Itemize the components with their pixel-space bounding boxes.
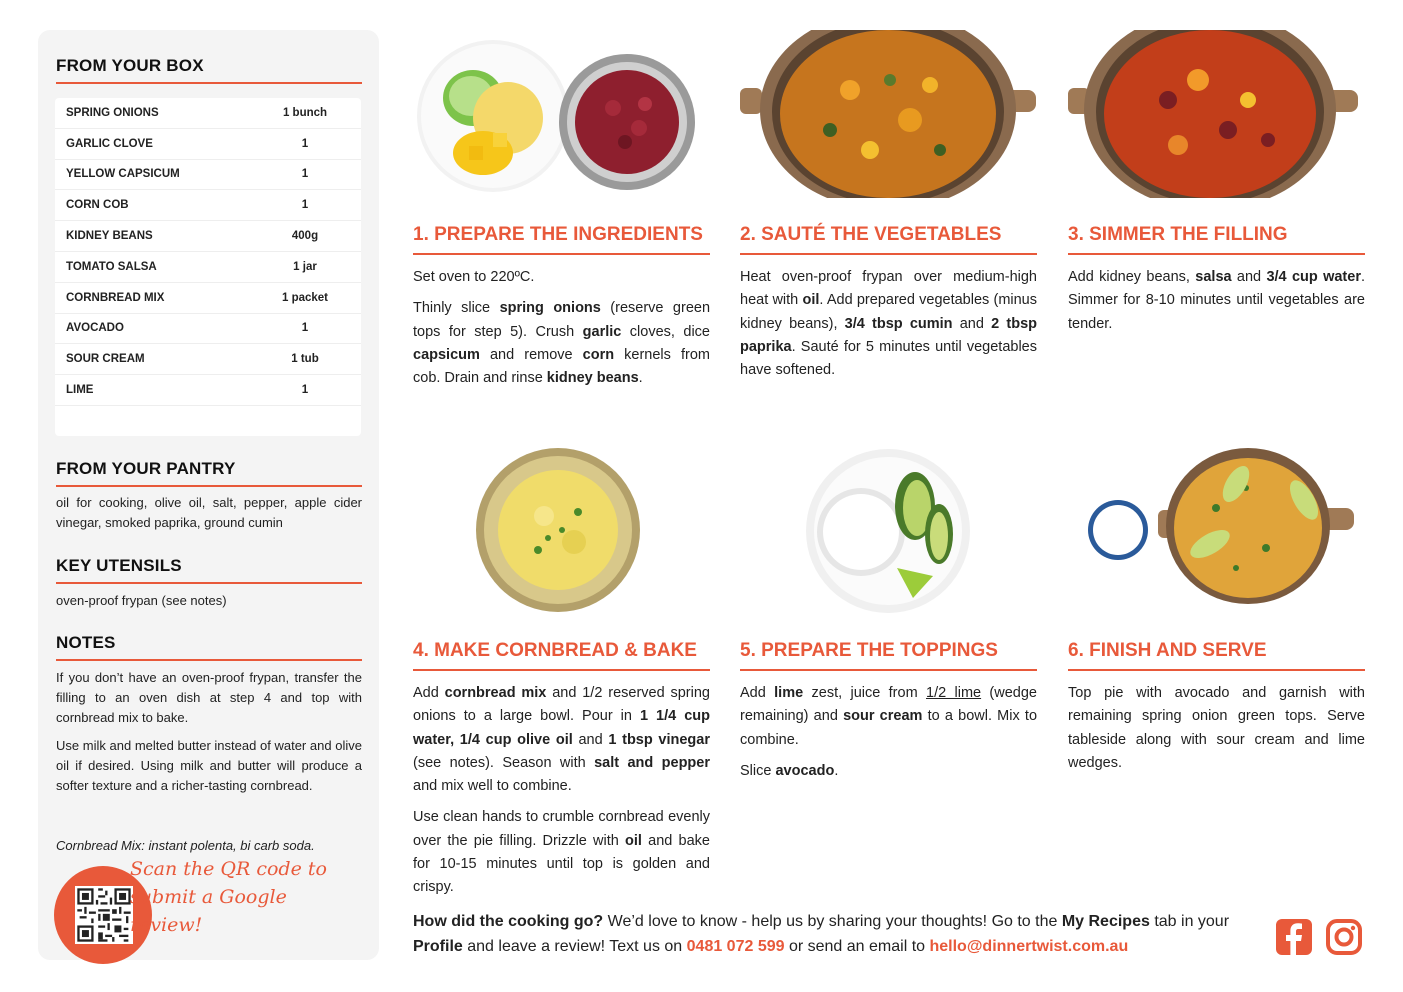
step-6-text <box>1068 682 1365 783</box>
box-item-name: CORNBREAD MIX <box>66 291 165 304</box>
utensils-text: oven-proof frypan (see notes) <box>56 593 227 608</box>
text-run: Profile <box>413 938 463 955</box>
text-run: corn <box>582 346 615 363</box>
review-footer-text <box>413 909 1263 959</box>
instagram-icon[interactable] <box>1326 919 1362 955</box>
step-paragraph <box>413 266 710 289</box>
box-item-qty: 1 packet <box>281 291 329 304</box>
title-rule <box>56 582 362 584</box>
step-rule <box>1068 253 1365 255</box>
box-item-row <box>55 221 361 252</box>
box-ingredients-table <box>55 98 361 436</box>
step-rule <box>740 253 1037 255</box>
text-run: avocado <box>775 762 835 779</box>
text-run: zest, juice from <box>803 685 926 701</box>
notes-title: NOTES <box>56 633 116 652</box>
box-item-name: TOMATO SALSA <box>66 260 157 273</box>
text-run: and remove <box>479 346 583 363</box>
box-item-qty: 1 <box>301 322 309 335</box>
box-item-name: KIDNEY BEANS <box>66 230 153 243</box>
box-item-row <box>55 314 361 345</box>
text-run: Set oven to 220ºC. <box>413 269 535 285</box>
title-rule <box>56 659 362 661</box>
cornbread-mix-note: Cornbread Mix: instant polenta, bi carb soda. <box>56 838 315 853</box>
text-run: salt and pepper <box>594 754 710 771</box>
box-item-qty: 1 <box>301 137 309 150</box>
text-run: 2 tbsp paprika <box>740 315 1037 355</box>
box-item-name: CORN COB <box>66 199 129 212</box>
text-run: . <box>638 370 643 387</box>
text-run: Use clean hands to crumble cornbread evenly over the pie filling. Drizzle with <box>413 809 710 849</box>
step-paragraph <box>1068 266 1365 336</box>
qr-text-line-2: submit a Google review! <box>130 886 287 936</box>
finished-pie-photo <box>1086 448 1358 614</box>
text-run: oil <box>802 292 820 309</box>
text-run[interactable]: hello@dinnertwist.com.au <box>929 938 1129 955</box>
text-run: My Recipes <box>1061 913 1150 930</box>
step-2-text <box>740 266 1037 390</box>
text-run: . Simmer for 8-10 minutes until vegetables are tender. <box>1068 269 1366 332</box>
text-run: 1 tbsp vinegar <box>608 731 710 748</box>
text-run: and mix well to combine. <box>413 778 572 795</box>
text-run: garlic <box>582 323 622 340</box>
text-run: and 1/2 reserved spring onions to a large bowl. Pour in <box>413 685 710 725</box>
text-run: kidney beans <box>546 370 639 387</box>
box-item-qty: 1 bunch <box>282 106 328 119</box>
key-utensils-title: KEY UTENSILS <box>56 556 182 575</box>
box-item-row <box>55 344 361 375</box>
step-2-title: 2. SAUTÉ THE VEGETABLES <box>740 224 1002 245</box>
step-1-text <box>413 266 710 398</box>
text-run: and leave a review! Text us on <box>462 938 687 955</box>
step-paragraph <box>413 297 710 390</box>
step-rule <box>1068 669 1365 671</box>
text-run: 3/4 cup water <box>1266 269 1361 285</box>
ingredients-photo <box>413 38 703 198</box>
from-your-box-title: FROM YOUR BOX <box>56 56 204 75</box>
box-item-name: SOUR CREAM <box>66 353 145 366</box>
text-run: . <box>834 762 839 779</box>
step-rule <box>413 253 710 255</box>
step-paragraph <box>413 682 710 798</box>
text-run: tab in your <box>1149 913 1230 930</box>
text-run: sour cream <box>843 708 923 725</box>
box-item-qty: 1 <box>301 199 309 212</box>
qr-text-line-1: Scan the QR code to <box>130 858 327 880</box>
text-run: to a bowl. Mix to combine. <box>740 708 1038 748</box>
pantry-text: oil for cooking, olive oil, salt, pepper, apple cider vinegar, smoked paprika, ground cumin <box>56 495 362 530</box>
text-run: salsa <box>1195 269 1232 285</box>
text-run: and bake for 10-15 minutes until top is golden and crispy. <box>413 832 710 896</box>
qr-code-icon[interactable] <box>75 886 133 944</box>
text-run: 1/2 lime <box>926 685 982 701</box>
text-run: (reserve green tops for step 5). Crush <box>413 300 711 340</box>
box-item-qty: 400g <box>291 230 319 243</box>
step-5-title: 5. PREPARE THE TOPPINGS <box>740 640 998 661</box>
text-run: and <box>1231 269 1267 285</box>
text-run: Add kidney beans, <box>1068 269 1196 285</box>
from-your-pantry-title: FROM YOUR PANTRY <box>56 459 236 478</box>
text-run: . Add prepared vegetables (minus kidney beans), <box>740 292 1037 332</box>
text-run: Thinly slice <box>413 300 500 317</box>
box-item-row <box>55 160 361 191</box>
step-6-title: 6. FINISH AND SERVE <box>1068 640 1267 661</box>
text-run: cloves, dice <box>621 323 710 340</box>
text-run: spring onions <box>499 300 601 317</box>
box-item-row <box>55 129 361 160</box>
box-item-name: GARLIC CLOVE <box>66 137 153 150</box>
text-run: . Sauté for 5 minutes until vegetables have softened. <box>740 338 1037 379</box>
box-item-row <box>55 283 361 314</box>
box-item-row <box>55 252 361 283</box>
toppings-photo <box>805 448 971 614</box>
text-run: cornbread mix <box>444 685 547 701</box>
text-run: Heat oven-proof frypan over medium-high heat with <box>740 269 1037 309</box>
text-run: kernels from cob. Drain and rinse <box>413 346 710 387</box>
text-run: Add <box>740 685 775 701</box>
text-run: and <box>572 731 609 748</box>
box-item-qty: 1 <box>301 168 309 181</box>
step-5-text <box>740 682 1037 791</box>
text-run: We’d love to know - help us by sharing your thoughts! Go to the <box>603 913 1062 930</box>
sidebar-panel <box>38 30 379 960</box>
text-run: 1 1/4 cup water, 1/4 cup olive oil <box>413 708 711 748</box>
text-run: (wedge remaining) and <box>740 685 1037 725</box>
text-run: capsicum <box>413 346 480 363</box>
text-run: or send an email to <box>784 938 930 955</box>
facebook-icon[interactable] <box>1276 919 1312 955</box>
step-paragraph <box>740 760 1037 783</box>
step-paragraph <box>740 682 1037 752</box>
text-run: 3/4 tbsp cumin <box>844 315 953 332</box>
text-run: lime <box>774 685 804 701</box>
simmer-photo <box>1068 30 1368 198</box>
step-4-title: 4. MAKE CORNBREAD & BAKE <box>413 640 697 661</box>
box-item-qty: 1 <box>301 384 309 397</box>
step-paragraph <box>413 806 710 899</box>
box-item-row <box>55 190 361 221</box>
step-3-title: 3. SIMMER THE FILLING <box>1068 224 1288 245</box>
text-run: Slice <box>740 762 776 779</box>
box-item-name: AVOCADO <box>66 322 124 335</box>
box-item-row <box>55 98 361 129</box>
box-item-qty: 1 tub <box>291 353 319 366</box>
box-item-qty: 1 jar <box>293 260 317 273</box>
step-rule <box>740 669 1037 671</box>
title-rule <box>56 82 362 84</box>
step-rule <box>413 669 710 671</box>
text-run: Top pie with avocado and garnish with remaining spring onion green tops. Serve tableside along with sour cream and lime wedges. <box>1068 685 1365 771</box>
box-item-name: YELLOW CAPSICUM <box>66 168 180 181</box>
step-paragraph <box>740 266 1037 382</box>
step-3-text <box>1068 266 1365 344</box>
box-item-name: LIME <box>66 384 94 397</box>
text-run: and <box>952 315 992 332</box>
text-run: oil <box>625 832 642 849</box>
step-1-title: 1. PREPARE THE INGREDIENTS <box>413 224 703 245</box>
text-run: Add <box>413 685 445 701</box>
saute-photo <box>740 30 1040 198</box>
text-run: How did the cooking go? <box>413 913 604 930</box>
text-run[interactable]: 0481 072 599 <box>686 938 785 955</box>
text-run: (see notes). Season with <box>413 754 595 771</box>
note-1: If you don’t have an oven-proof frypan, transfer the filling to an oven dish at step 4 and top with cornbread mix to bake. <box>56 670 362 725</box>
box-item-row <box>55 375 361 406</box>
box-item-name: SPRING ONIONS <box>66 106 159 119</box>
title-rule <box>56 485 362 487</box>
step-4-text <box>413 682 710 908</box>
qr-review-text <box>130 855 330 939</box>
cornbread-bowl-photo <box>474 446 642 614</box>
note-2: Use milk and melted butter instead of water and olive oil if desired. Using milk and butter will produce a softer texture and a richer-tasting cornbread. <box>56 738 362 793</box>
step-paragraph <box>1068 682 1365 775</box>
